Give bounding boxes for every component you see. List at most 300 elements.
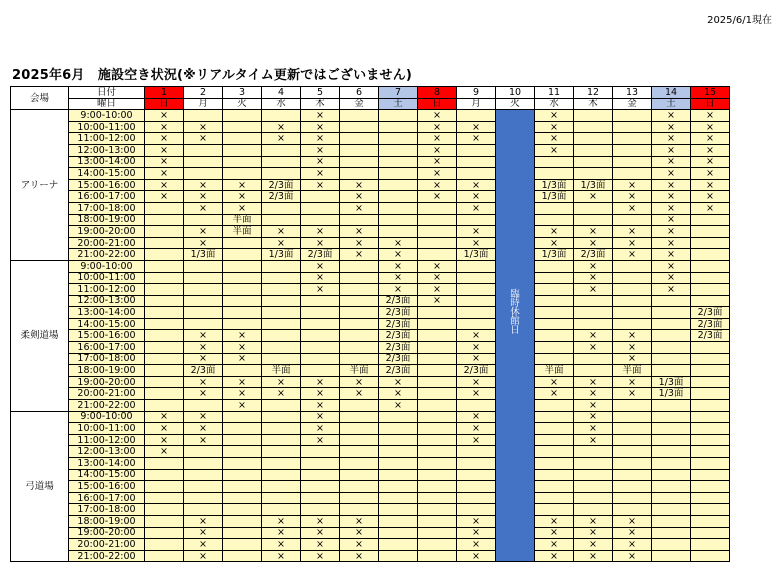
availability-cell <box>262 330 301 342</box>
availability-cell <box>379 458 418 470</box>
weekday-label: 曜日 <box>69 98 145 110</box>
availability-cell <box>691 504 730 516</box>
availability-cell <box>418 330 457 342</box>
availability-cell <box>691 446 730 458</box>
availability-cell <box>457 400 496 412</box>
availability-cell <box>418 481 457 493</box>
availability-cell: × <box>613 388 652 400</box>
availability-cell: × <box>457 434 496 446</box>
availability-cell <box>652 307 691 319</box>
availability-cell <box>691 411 730 423</box>
availability-cell <box>691 388 730 400</box>
availability-cell <box>379 110 418 122</box>
availability-cell <box>652 365 691 377</box>
availability-cell <box>262 202 301 214</box>
availability-cell <box>379 144 418 156</box>
availability-cell <box>574 295 613 307</box>
availability-cell <box>574 121 613 133</box>
weekday: 土 <box>379 98 418 110</box>
availability-cell <box>574 469 613 481</box>
availability-cell <box>184 260 223 272</box>
availability-cell <box>223 515 262 527</box>
availability-cell <box>535 168 574 180</box>
availability-cell: × <box>574 539 613 551</box>
availability-cell: × <box>613 550 652 562</box>
availability-cell: 2/3面 <box>262 179 301 191</box>
availability-cell: × <box>652 110 691 122</box>
time-slot: 15:00-16:00 <box>69 179 145 191</box>
availability-cell <box>184 400 223 412</box>
availability-cell: 2/3面 <box>691 330 730 342</box>
availability-cell: 2/3面 <box>379 330 418 342</box>
availability-cell: × <box>184 342 223 354</box>
day-number: 3 <box>223 87 262 99</box>
availability-cell <box>574 353 613 365</box>
availability-cell: × <box>184 330 223 342</box>
availability-cell <box>223 492 262 504</box>
availability-cell: × <box>418 260 457 272</box>
availability-cell <box>223 527 262 539</box>
availability-cell: × <box>184 133 223 145</box>
availability-cell <box>379 168 418 180</box>
availability-cell: × <box>301 110 340 122</box>
availability-cell <box>301 191 340 203</box>
availability-cell <box>223 260 262 272</box>
availability-cell <box>145 550 184 562</box>
availability-cell <box>418 446 457 458</box>
availability-cell: × <box>613 353 652 365</box>
time-slot: 17:00-18:00 <box>69 202 145 214</box>
availability-cell <box>457 469 496 481</box>
availability-cell <box>262 504 301 516</box>
availability-cell <box>574 446 613 458</box>
availability-cell: × <box>223 400 262 412</box>
availability-cell: × <box>613 376 652 388</box>
slot-row <box>11 550 730 562</box>
availability-cell: 2/3面 <box>691 307 730 319</box>
day-number: 9 <box>457 87 496 99</box>
availability-cell <box>223 411 262 423</box>
time-slot: 21:00-22:00 <box>69 249 145 261</box>
availability-cell: × <box>340 237 379 249</box>
availability-cell <box>535 295 574 307</box>
availability-cell <box>223 237 262 249</box>
availability-cell <box>379 469 418 481</box>
availability-cell <box>691 434 730 446</box>
availability-cell <box>145 214 184 226</box>
availability-cell: × <box>652 272 691 284</box>
availability-cell: × <box>184 423 223 435</box>
availability-cell <box>457 492 496 504</box>
availability-cell: × <box>535 144 574 156</box>
availability-cell: × <box>535 550 574 562</box>
time-slot: 19:00-20:00 <box>69 226 145 238</box>
availability-cell <box>691 550 730 562</box>
availability-cell: × <box>340 388 379 400</box>
slot-row <box>11 515 730 527</box>
availability-cell <box>262 156 301 168</box>
availability-cell: 半面 <box>262 365 301 377</box>
availability-cell <box>613 284 652 296</box>
time-slot: 19:00-20:00 <box>69 376 145 388</box>
availability-cell <box>379 156 418 168</box>
availability-cell <box>535 318 574 330</box>
availability-cell: × <box>457 202 496 214</box>
availability-cell <box>535 458 574 470</box>
availability-cell: × <box>652 179 691 191</box>
availability-cell <box>418 504 457 516</box>
availability-cell: × <box>184 388 223 400</box>
slot-row <box>11 121 730 133</box>
availability-cell: × <box>457 539 496 551</box>
availability-cell <box>457 458 496 470</box>
weekday: 日 <box>145 98 184 110</box>
slot-row <box>11 144 730 156</box>
availability-cell: × <box>457 376 496 388</box>
availability-cell <box>145 400 184 412</box>
availability-table <box>10 86 730 562</box>
availability-cell <box>457 481 496 493</box>
slot-row <box>11 376 730 388</box>
availability-cell: 半面 <box>223 214 262 226</box>
time-slot: 12:00-13:00 <box>69 446 145 458</box>
availability-cell <box>301 458 340 470</box>
time-slot: 14:00-15:00 <box>69 318 145 330</box>
venue-header: 会場 <box>11 87 69 110</box>
availability-cell <box>223 295 262 307</box>
availability-cell <box>184 504 223 516</box>
availability-cell <box>691 515 730 527</box>
availability-cell <box>418 342 457 354</box>
availability-cell <box>184 214 223 226</box>
availability-cell <box>340 214 379 226</box>
availability-cell <box>379 226 418 238</box>
availability-cell <box>613 481 652 493</box>
availability-cell <box>184 458 223 470</box>
availability-cell <box>223 469 262 481</box>
availability-cell <box>223 144 262 156</box>
availability-cell <box>457 272 496 284</box>
availability-cell <box>184 295 223 307</box>
availability-cell <box>340 434 379 446</box>
availability-cell <box>223 318 262 330</box>
time-slot: 21:00-22:00 <box>69 400 145 412</box>
availability-cell <box>613 307 652 319</box>
availability-cell: × <box>613 249 652 261</box>
time-slot: 11:00-12:00 <box>69 284 145 296</box>
availability-cell: × <box>340 550 379 562</box>
time-slot: 16:00-17:00 <box>69 492 145 504</box>
availability-cell: × <box>301 168 340 180</box>
availability-cell <box>457 156 496 168</box>
availability-cell: × <box>652 156 691 168</box>
availability-cell <box>145 353 184 365</box>
availability-cell: × <box>652 214 691 226</box>
availability-cell: × <box>535 527 574 539</box>
availability-cell: 半面 <box>223 226 262 238</box>
availability-cell: × <box>574 527 613 539</box>
slot-row <box>11 342 730 354</box>
availability-cell: × <box>652 121 691 133</box>
availability-cell <box>418 307 457 319</box>
availability-cell: × <box>574 260 613 272</box>
availability-cell <box>574 110 613 122</box>
availability-cell <box>223 365 262 377</box>
slot-row <box>11 202 730 214</box>
day-number: 1 <box>145 87 184 99</box>
availability-cell: × <box>418 156 457 168</box>
slot-row <box>11 237 730 249</box>
availability-cell: × <box>535 110 574 122</box>
availability-cell <box>379 504 418 516</box>
day-number: 5 <box>301 87 340 99</box>
availability-cell <box>184 307 223 319</box>
availability-cell: × <box>379 284 418 296</box>
availability-cell <box>418 376 457 388</box>
availability-cell <box>652 492 691 504</box>
availability-cell <box>223 550 262 562</box>
availability-cell: × <box>145 144 184 156</box>
day-number: 11 <box>535 87 574 99</box>
availability-cell: × <box>691 144 730 156</box>
availability-cell: 2/3面 <box>457 365 496 377</box>
availability-cell <box>340 469 379 481</box>
availability-cell: × <box>457 388 496 400</box>
availability-cell <box>340 133 379 145</box>
availability-cell <box>652 481 691 493</box>
availability-cell: × <box>691 110 730 122</box>
weekday: 水 <box>262 98 301 110</box>
availability-cell <box>340 307 379 319</box>
availability-cell <box>535 330 574 342</box>
availability-cell <box>223 458 262 470</box>
availability-cell <box>145 330 184 342</box>
availability-cell <box>145 295 184 307</box>
availability-cell <box>262 423 301 435</box>
time-slot: 11:00-12:00 <box>69 434 145 446</box>
availability-cell <box>145 342 184 354</box>
availability-cell <box>613 492 652 504</box>
availability-cell <box>223 284 262 296</box>
availability-cell: × <box>340 202 379 214</box>
availability-cell <box>184 272 223 284</box>
availability-cell <box>145 492 184 504</box>
availability-cell <box>418 237 457 249</box>
availability-cell: × <box>340 515 379 527</box>
availability-cell <box>262 446 301 458</box>
availability-cell <box>652 446 691 458</box>
availability-cell <box>379 179 418 191</box>
time-slot: 17:00-18:00 <box>69 504 145 516</box>
availability-cell: × <box>535 388 574 400</box>
availability-cell: × <box>145 446 184 458</box>
availability-cell <box>574 133 613 145</box>
availability-cell <box>379 515 418 527</box>
availability-cell: × <box>301 284 340 296</box>
availability-cell: × <box>379 376 418 388</box>
availability-cell <box>301 295 340 307</box>
closed-day-text: 臨 時 休 館 日 <box>510 289 520 337</box>
availability-cell: × <box>691 191 730 203</box>
availability-cell: × <box>301 272 340 284</box>
availability-cell: × <box>184 527 223 539</box>
availability-cell: × <box>262 237 301 249</box>
time-slot: 20:00-21:00 <box>69 539 145 551</box>
availability-cell <box>262 214 301 226</box>
availability-cell: × <box>184 237 223 249</box>
day-number: 4 <box>262 87 301 99</box>
availability-cell: × <box>457 423 496 435</box>
time-slot: 18:00-19:00 <box>69 365 145 377</box>
availability-cell <box>301 307 340 319</box>
availability-cell <box>418 515 457 527</box>
availability-cell <box>223 168 262 180</box>
availability-cell: 2/3面 <box>301 249 340 261</box>
availability-cell: × <box>301 411 340 423</box>
slot-row <box>11 365 730 377</box>
availability-cell: × <box>418 110 457 122</box>
availability-cell: × <box>223 388 262 400</box>
availability-cell <box>613 156 652 168</box>
closed-day-cell <box>496 110 535 562</box>
weekday: 木 <box>301 98 340 110</box>
availability-cell <box>613 469 652 481</box>
availability-cell: × <box>184 353 223 365</box>
availability-cell <box>457 168 496 180</box>
availability-cell: × <box>301 550 340 562</box>
availability-cell: × <box>262 121 301 133</box>
availability-cell <box>418 388 457 400</box>
availability-cell <box>535 400 574 412</box>
venue-name: アリーナ <box>11 110 69 261</box>
availability-cell: × <box>457 353 496 365</box>
availability-cell: × <box>301 179 340 191</box>
availability-cell <box>184 144 223 156</box>
availability-cell: 2/3面 <box>184 365 223 377</box>
availability-cell: 1/3面 <box>574 179 613 191</box>
availability-cell <box>613 411 652 423</box>
availability-cell: × <box>145 411 184 423</box>
availability-cell <box>262 307 301 319</box>
availability-cell <box>535 260 574 272</box>
availability-cell: × <box>574 423 613 435</box>
time-slot: 20:00-21:00 <box>69 237 145 249</box>
time-slot: 9:00-10:00 <box>69 110 145 122</box>
availability-cell <box>457 504 496 516</box>
availability-cell <box>613 272 652 284</box>
availability-cell <box>418 202 457 214</box>
time-slot: 13:00-14:00 <box>69 156 145 168</box>
availability-cell <box>418 226 457 238</box>
availability-cell: × <box>223 330 262 342</box>
availability-cell: × <box>145 133 184 145</box>
slot-row <box>11 307 730 319</box>
availability-cell <box>301 330 340 342</box>
availability-cell <box>535 156 574 168</box>
availability-cell: × <box>652 260 691 272</box>
availability-cell: × <box>301 156 340 168</box>
availability-cell: × <box>535 121 574 133</box>
availability-cell <box>574 156 613 168</box>
availability-cell <box>145 458 184 470</box>
time-slot: 16:00-17:00 <box>69 191 145 203</box>
availability-cell: × <box>574 226 613 238</box>
availability-cell <box>223 133 262 145</box>
availability-cell <box>340 446 379 458</box>
availability-cell <box>691 365 730 377</box>
availability-cell <box>691 423 730 435</box>
availability-cell <box>262 284 301 296</box>
availability-cell <box>613 168 652 180</box>
weekday: 月 <box>457 98 496 110</box>
availability-cell <box>379 133 418 145</box>
availability-cell: × <box>223 376 262 388</box>
availability-cell <box>223 156 262 168</box>
availability-cell <box>418 318 457 330</box>
availability-cell: × <box>574 376 613 388</box>
availability-cell <box>262 492 301 504</box>
availability-cell: × <box>418 295 457 307</box>
availability-cell <box>613 295 652 307</box>
availability-cell <box>652 527 691 539</box>
availability-cell: × <box>340 376 379 388</box>
availability-cell: × <box>340 191 379 203</box>
availability-cell <box>145 202 184 214</box>
availability-cell <box>535 214 574 226</box>
time-slot: 17:00-18:00 <box>69 353 145 365</box>
availability-cell <box>418 458 457 470</box>
availability-cell: × <box>223 342 262 354</box>
availability-cell: 2/3面 <box>262 191 301 203</box>
availability-cell: × <box>574 342 613 354</box>
availability-cell <box>340 318 379 330</box>
slot-row <box>11 411 730 423</box>
availability-cell <box>691 539 730 551</box>
time-slot: 14:00-15:00 <box>69 469 145 481</box>
availability-cell: × <box>457 179 496 191</box>
as-of-date: 2025/6/1現在 <box>707 15 772 26</box>
slot-row <box>11 284 730 296</box>
availability-cell <box>145 504 184 516</box>
availability-cell: × <box>652 133 691 145</box>
time-slot: 12:00-13:00 <box>69 295 145 307</box>
availability-cell <box>262 434 301 446</box>
availability-cell <box>262 260 301 272</box>
availability-cell: × <box>613 515 652 527</box>
availability-cell: × <box>691 121 730 133</box>
availability-cell <box>262 411 301 423</box>
availability-cell <box>145 284 184 296</box>
availability-cell <box>379 121 418 133</box>
availability-cell: × <box>262 539 301 551</box>
availability-cell <box>301 365 340 377</box>
availability-cell <box>340 121 379 133</box>
availability-cell <box>379 191 418 203</box>
availability-cell: × <box>262 515 301 527</box>
time-slot: 15:00-16:00 <box>69 481 145 493</box>
slot-row <box>11 168 730 180</box>
availability-cell <box>613 144 652 156</box>
availability-cell: × <box>418 179 457 191</box>
availability-cell <box>652 400 691 412</box>
availability-cell <box>145 318 184 330</box>
availability-cell <box>535 469 574 481</box>
availability-cell <box>184 168 223 180</box>
slot-row <box>11 469 730 481</box>
availability-cell: × <box>184 411 223 423</box>
availability-cell <box>691 272 730 284</box>
availability-cell: × <box>418 121 457 133</box>
